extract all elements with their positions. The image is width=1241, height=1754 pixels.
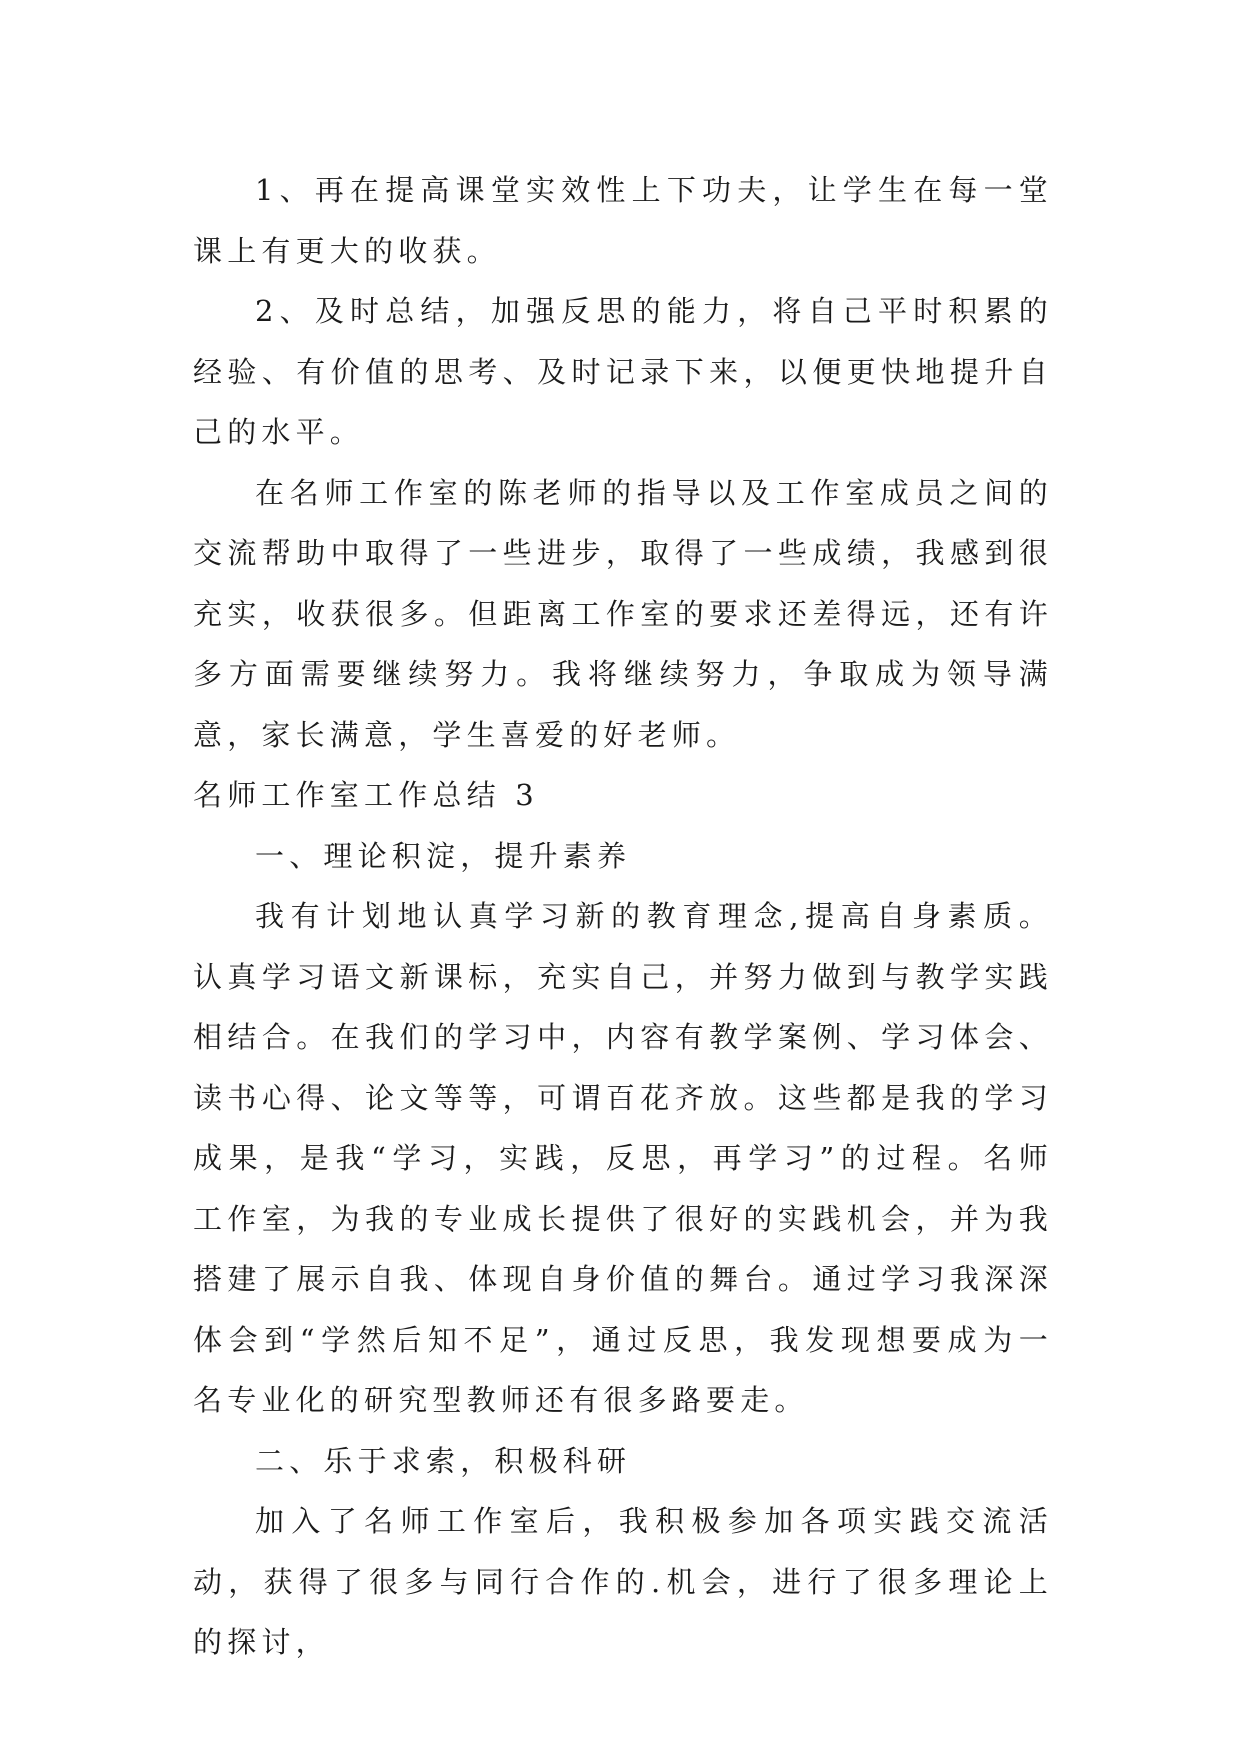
section-title: 名师工作室工作总结 3 [193, 778, 539, 812]
paragraph-goal-2: 2、及时总结，加强反思的能力，将自己平时积累的经验、有价值的思考、及时记录下来，以便更快地提升自己的水平。 [193, 294, 1053, 449]
subheading-theory: 一、理论积淀，提升素养 [255, 838, 632, 873]
subheading-research: 二、乐于求索，积极科研 [255, 1443, 632, 1478]
document-body [193, 160, 1053, 1673]
paragraph-goal-1: 1、再在提高课堂实效性上下功夫，让学生在每一堂课上有更大的收获。 [193, 173, 1053, 268]
paragraph-conclusion: 在名师工作室的陈老师的指导以及工作室成员之间的交流帮助中取得了一些进步，取得了一些成绩，我感到很充实，收获很多。但距离工作室的要求还差得远，还有许多方面需要继续努力。我将继续努力，争取成为领导满意，家长满意，学生喜爱的好老师。 [193, 475, 1053, 752]
paragraph-research: 加入了名师工作室后，我积极参加各项实践交流活动，获得了很多与同行合作的.机会，进行了很多理论上的探讨， [193, 1504, 1053, 1659]
paragraph-theory: 我有计划地认真学习新的教育理念,提高自身素质。认真学习语文新课标，充实自己，并努力做到与教学实践相结合。在我们的学习中，内容有教学案例、学习体会、读书心得、论文等等，可谓百花齐放。这些都是我的学习成果，是我“学习，实践，反思，再学习”的过程。名师工作室，为我的专业成长提供了很好的实践机会，并为我搭建了展示自我、体现自身价值的舞台。通过学习我深深体会到“学然后知不足”，通过反思，我发现想要成为一名专业化的研究型教师还有很多路要走。 [193, 899, 1053, 1417]
